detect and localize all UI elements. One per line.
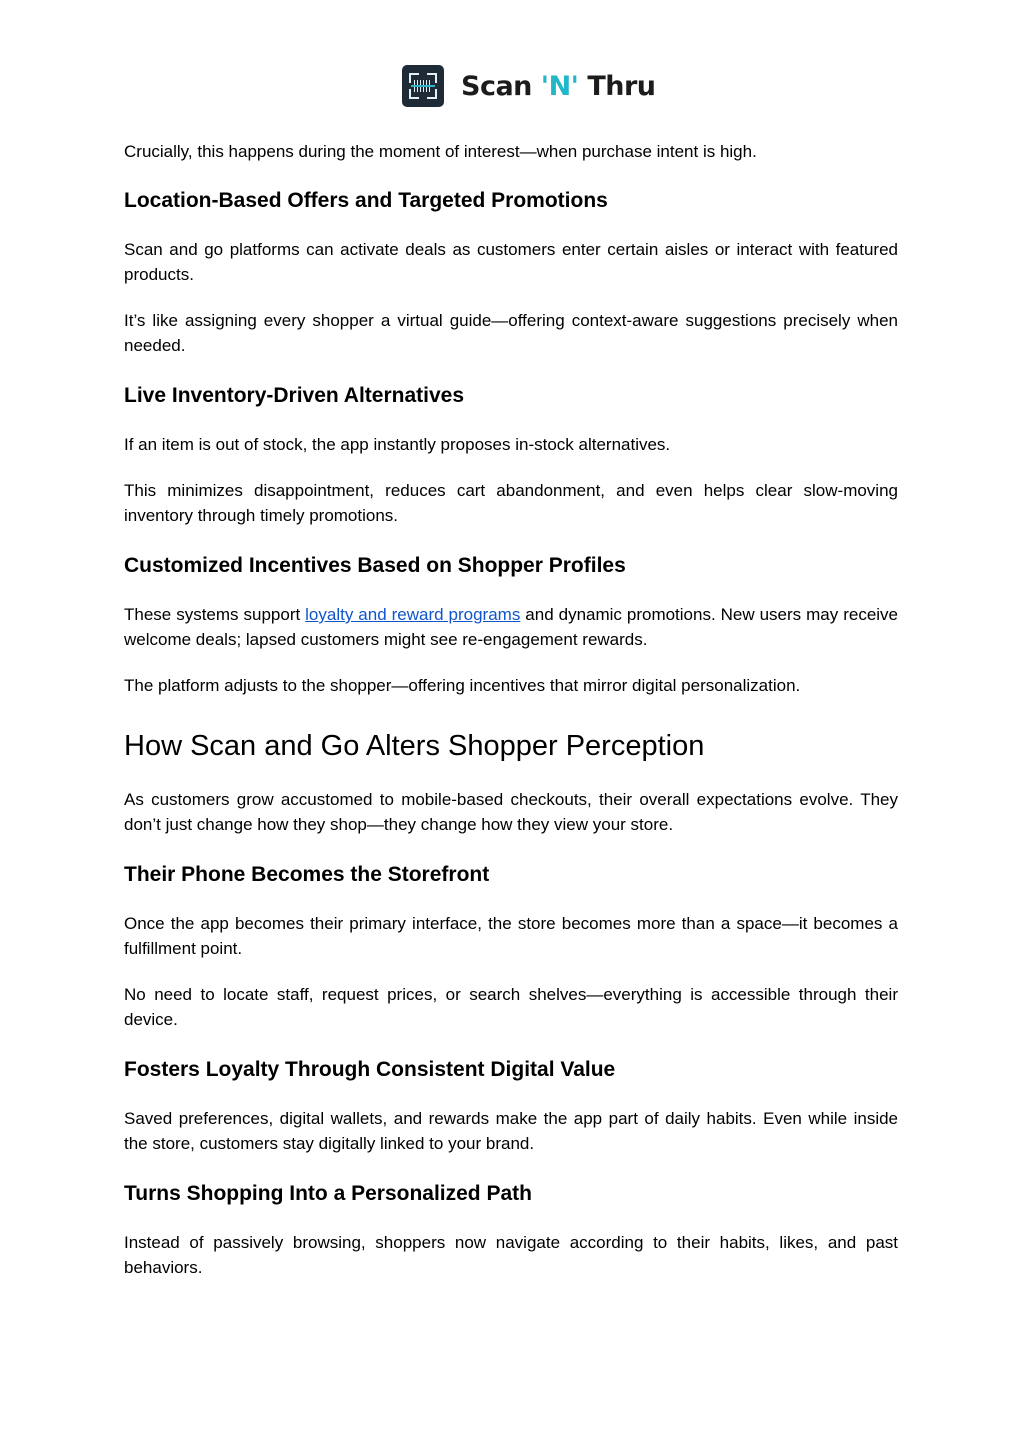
chapter-heading: How Scan and Go Alters Shopper Perception [124, 730, 705, 762]
paragraph: It’s like assigning every shopper a virtual guide—offering context-aware suggestions precisely when needed. [124, 311, 898, 355]
section-heading: Fosters Loyalty Through Consistent Digital Value [124, 1058, 616, 1081]
paragraph: No need to locate staff, request prices, or search shelves—everything is accessible through their device. [124, 985, 898, 1029]
brand-name: Scan 'N' Thru [461, 70, 656, 102]
paragraph: This minimizes disappointment, reduces cart abandonment, and even helps clear slow-moving inventory through timely promotions. [124, 481, 898, 525]
brand-logo [402, 65, 656, 107]
loyalty-programs-link[interactable]: loyalty and reward programs [305, 605, 521, 624]
section-heading: Location-Based Offers and Targeted Promotions [124, 189, 608, 212]
paragraph: Instead of passively browsing, shoppers now navigate according to their habits, likes, and past behaviors. [124, 1233, 898, 1277]
barcode-scan-icon [402, 65, 444, 107]
paragraph: As customers grow accustomed to mobile-based checkouts, their overall expectations evolve. They don’t just change how they shop—they change how they view your store. [124, 790, 898, 834]
paragraph: Once the app becomes their primary interface, the store becomes more than a space—it becomes a fulfillment point. [124, 914, 898, 958]
section-heading: Turns Shopping Into a Personalized Path [124, 1182, 532, 1205]
paragraph: Crucially, this happens during the moment of interest—when purchase intent is high. [124, 142, 757, 161]
section-heading: Live Inventory-Driven Alternatives [124, 384, 464, 407]
section-heading: Customized Incentives Based on Shopper Profiles [124, 554, 626, 577]
paragraph: These systems support loyalty and reward programs and dynamic promotions. New users may receive welcome deals; lapsed customers might see re-engagement rewards. [124, 605, 899, 649]
paragraph: Scan and go platforms can activate deals as customers enter certain aisles or interact with featured products. [124, 240, 898, 284]
paragraph: The platform adjusts to the shopper—offering incentives that mirror digital personalization. [124, 676, 801, 695]
paragraph: Saved preferences, digital wallets, and rewards make the app part of daily habits. Even while inside the store, customers stay digitally linked to your brand. [124, 1109, 898, 1153]
section-heading: Their Phone Becomes the Storefront [124, 863, 490, 886]
paragraph: If an item is out of stock, the app instantly proposes in-stock alternatives. [124, 435, 671, 454]
